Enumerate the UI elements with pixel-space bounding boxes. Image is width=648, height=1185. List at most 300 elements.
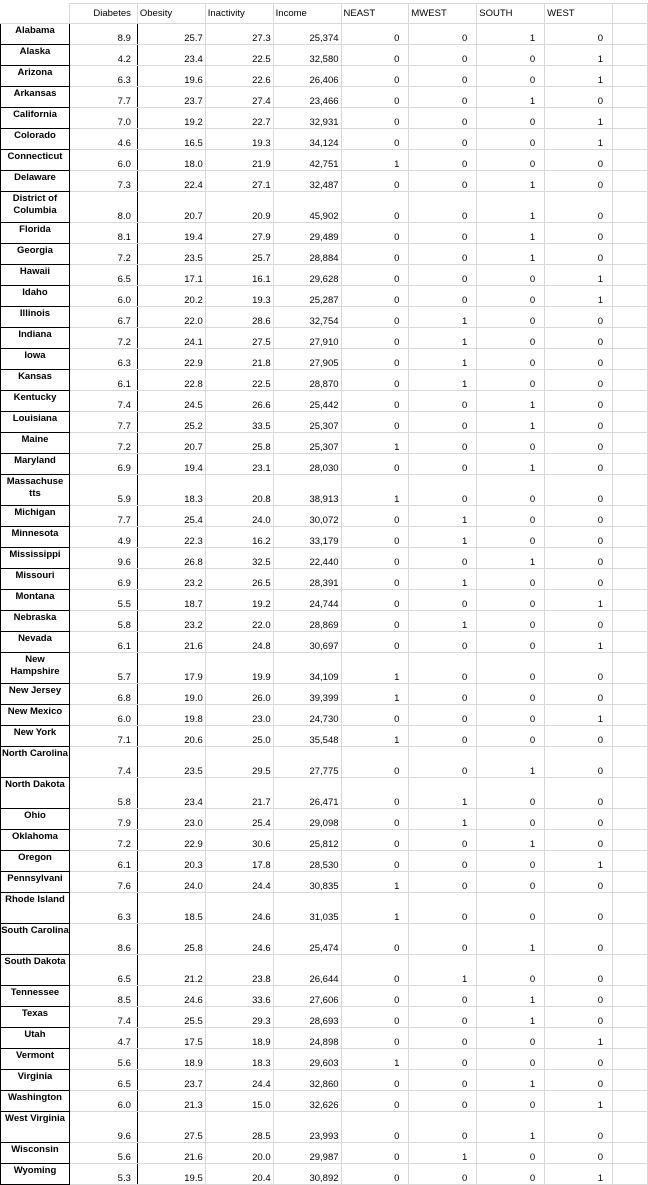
diabetes-cell[interactable]: 7.2 — [69, 433, 137, 454]
neast-cell[interactable]: 1 — [341, 684, 409, 705]
diabetes-cell[interactable]: 5.8 — [69, 611, 137, 632]
neast-cell[interactable]: 0 — [341, 632, 409, 653]
neast-cell[interactable]: 0 — [341, 244, 409, 265]
diabetes-cell[interactable]: 8.9 — [69, 24, 137, 45]
diabetes-cell[interactable]: 7.4 — [69, 391, 137, 412]
income-cell[interactable]: 24,744 — [273, 590, 341, 611]
obesity-cell[interactable]: 17.1 — [137, 265, 205, 286]
income-cell[interactable]: 22,440 — [273, 548, 341, 569]
obesity-cell[interactable]: 18.0 — [137, 150, 205, 171]
west-cell[interactable]: 0 — [545, 527, 613, 548]
neast-cell[interactable]: 0 — [341, 1007, 409, 1028]
inactivity-cell[interactable]: 18.3 — [205, 1049, 273, 1070]
mwest-cell[interactable]: 0 — [409, 548, 477, 569]
state-cell[interactable]: Indiana — [1, 328, 70, 349]
south-cell[interactable]: 0 — [477, 66, 545, 87]
mwest-cell[interactable]: 0 — [409, 632, 477, 653]
diabetes-cell[interactable]: 7.7 — [69, 87, 137, 108]
west-cell[interactable]: 0 — [545, 391, 613, 412]
mwest-cell[interactable]: 0 — [409, 286, 477, 307]
state-cell[interactable]: New Jersey — [1, 684, 70, 705]
west-cell[interactable]: 0 — [545, 24, 613, 45]
south-cell[interactable]: 1 — [477, 986, 545, 1007]
mwest-cell[interactable]: 1 — [409, 778, 477, 809]
west-cell[interactable]: 1 — [545, 265, 613, 286]
empty-cell[interactable] — [613, 307, 648, 328]
inactivity-cell[interactable]: 27.4 — [205, 87, 273, 108]
empty-cell[interactable] — [613, 1091, 648, 1112]
header-cell[interactable]: NEAST — [341, 4, 409, 24]
inactivity-cell[interactable]: 22.0 — [205, 611, 273, 632]
mwest-cell[interactable]: 1 — [409, 370, 477, 391]
inactivity-cell[interactable]: 19.3 — [205, 286, 273, 307]
neast-cell[interactable]: 0 — [341, 108, 409, 129]
obesity-cell[interactable]: 19.4 — [137, 223, 205, 244]
neast-cell[interactable]: 0 — [341, 527, 409, 548]
west-cell[interactable]: 0 — [545, 548, 613, 569]
state-cell[interactable]: Rhode Island — [1, 893, 70, 924]
header-cell[interactable]: MWEST — [409, 4, 477, 24]
obesity-cell[interactable]: 24.0 — [137, 872, 205, 893]
obesity-cell[interactable]: 23.4 — [137, 778, 205, 809]
obesity-cell[interactable]: 17.9 — [137, 653, 205, 684]
inactivity-cell[interactable]: 15.0 — [205, 1091, 273, 1112]
neast-cell[interactable]: 0 — [341, 809, 409, 830]
neast-cell[interactable]: 0 — [341, 1028, 409, 1049]
income-cell[interactable]: 23,993 — [273, 1112, 341, 1143]
west-cell[interactable]: 0 — [545, 223, 613, 244]
obesity-cell[interactable]: 23.0 — [137, 809, 205, 830]
south-cell[interactable]: 0 — [477, 872, 545, 893]
mwest-cell[interactable]: 1 — [409, 506, 477, 527]
south-cell[interactable]: 1 — [477, 1007, 545, 1028]
neast-cell[interactable]: 1 — [341, 433, 409, 454]
west-cell[interactable]: 0 — [545, 349, 613, 370]
diabetes-cell[interactable]: 6.5 — [69, 265, 137, 286]
south-cell[interactable]: 1 — [477, 924, 545, 955]
state-cell[interactable]: West Virginia — [1, 1112, 70, 1143]
inactivity-cell[interactable]: 25.4 — [205, 809, 273, 830]
empty-cell[interactable] — [613, 244, 648, 265]
mwest-cell[interactable]: 1 — [409, 527, 477, 548]
empty-cell[interactable] — [613, 611, 648, 632]
mwest-cell[interactable]: 0 — [409, 747, 477, 778]
west-cell[interactable]: 1 — [545, 286, 613, 307]
west-cell[interactable]: 0 — [545, 1049, 613, 1070]
empty-cell[interactable] — [613, 24, 648, 45]
empty-cell[interactable] — [613, 705, 648, 726]
west-cell[interactable]: 0 — [545, 1112, 613, 1143]
state-cell[interactable]: Ohio — [1, 809, 70, 830]
income-cell[interactable]: 32,931 — [273, 108, 341, 129]
income-cell[interactable]: 34,124 — [273, 129, 341, 150]
income-cell[interactable]: 24,898 — [273, 1028, 341, 1049]
west-cell[interactable]: 0 — [545, 412, 613, 433]
state-cell[interactable]: Utah — [1, 1028, 70, 1049]
state-cell[interactable]: Nevada — [1, 632, 70, 653]
neast-cell[interactable]: 0 — [341, 286, 409, 307]
south-cell[interactable]: 0 — [477, 726, 545, 747]
inactivity-cell[interactable]: 22.5 — [205, 45, 273, 66]
mwest-cell[interactable]: 0 — [409, 684, 477, 705]
obesity-cell[interactable]: 24.1 — [137, 328, 205, 349]
west-cell[interactable]: 0 — [545, 653, 613, 684]
income-cell[interactable]: 30,892 — [273, 1164, 341, 1185]
empty-cell[interactable] — [613, 747, 648, 778]
south-cell[interactable]: 0 — [477, 590, 545, 611]
state-cell[interactable]: Missouri — [1, 569, 70, 590]
diabetes-cell[interactable]: 7.4 — [69, 1007, 137, 1028]
state-cell[interactable]: Connecticut — [1, 150, 70, 171]
neast-cell[interactable]: 0 — [341, 328, 409, 349]
obesity-cell[interactable]: 20.7 — [137, 433, 205, 454]
income-cell[interactable]: 29,489 — [273, 223, 341, 244]
state-cell[interactable]: Arkansas — [1, 87, 70, 108]
diabetes-cell[interactable]: 4.9 — [69, 527, 137, 548]
income-cell[interactable]: 25,474 — [273, 924, 341, 955]
obesity-cell[interactable]: 23.5 — [137, 747, 205, 778]
income-cell[interactable]: 32,626 — [273, 1091, 341, 1112]
state-cell[interactable]: Washington — [1, 1091, 70, 1112]
neast-cell[interactable]: 0 — [341, 265, 409, 286]
empty-cell[interactable] — [613, 108, 648, 129]
obesity-cell[interactable]: 19.8 — [137, 705, 205, 726]
west-cell[interactable]: 0 — [545, 475, 613, 506]
state-cell[interactable]: Oklahoma — [1, 830, 70, 851]
obesity-cell[interactable]: 19.0 — [137, 684, 205, 705]
west-cell[interactable]: 1 — [545, 851, 613, 872]
west-cell[interactable]: 0 — [545, 569, 613, 590]
state-cell[interactable]: Georgia — [1, 244, 70, 265]
empty-cell[interactable] — [613, 171, 648, 192]
mwest-cell[interactable]: 0 — [409, 705, 477, 726]
inactivity-cell[interactable]: 26.0 — [205, 684, 273, 705]
mwest-cell[interactable]: 0 — [409, 150, 477, 171]
west-cell[interactable]: 1 — [545, 1091, 613, 1112]
empty-cell[interactable] — [613, 1164, 648, 1185]
mwest-cell[interactable]: 0 — [409, 986, 477, 1007]
income-cell[interactable]: 26,644 — [273, 955, 341, 986]
income-cell[interactable]: 27,905 — [273, 349, 341, 370]
west-cell[interactable]: 0 — [545, 809, 613, 830]
obesity-cell[interactable]: 18.5 — [137, 893, 205, 924]
inactivity-cell[interactable]: 28.5 — [205, 1112, 273, 1143]
neast-cell[interactable]: 0 — [341, 454, 409, 475]
neast-cell[interactable]: 1 — [341, 1049, 409, 1070]
south-cell[interactable]: 0 — [477, 307, 545, 328]
diabetes-cell[interactable]: 6.8 — [69, 684, 137, 705]
west-cell[interactable]: 0 — [545, 986, 613, 1007]
diabetes-cell[interactable]: 7.2 — [69, 244, 137, 265]
neast-cell[interactable]: 0 — [341, 412, 409, 433]
diabetes-cell[interactable]: 8.6 — [69, 924, 137, 955]
diabetes-cell[interactable]: 7.7 — [69, 412, 137, 433]
obesity-cell[interactable]: 18.7 — [137, 590, 205, 611]
west-cell[interactable]: 0 — [545, 171, 613, 192]
empty-cell[interactable] — [613, 830, 648, 851]
neast-cell[interactable]: 0 — [341, 1091, 409, 1112]
south-cell[interactable]: 0 — [477, 809, 545, 830]
state-cell[interactable]: New Hampshire — [1, 653, 70, 684]
empty-cell[interactable] — [613, 1007, 648, 1028]
corner-cell[interactable] — [1, 4, 70, 24]
mwest-cell[interactable]: 0 — [409, 192, 477, 223]
state-cell[interactable]: District of Columbia — [1, 192, 70, 223]
empty-cell[interactable] — [613, 349, 648, 370]
west-cell[interactable]: 0 — [545, 955, 613, 986]
empty-cell[interactable] — [613, 726, 648, 747]
state-cell[interactable]: Colorado — [1, 129, 70, 150]
south-cell[interactable]: 0 — [477, 632, 545, 653]
south-cell[interactable]: 0 — [477, 569, 545, 590]
state-cell[interactable]: Virginia — [1, 1070, 70, 1091]
inactivity-cell[interactable]: 16.1 — [205, 265, 273, 286]
income-cell[interactable]: 25,812 — [273, 830, 341, 851]
diabetes-cell[interactable]: 9.6 — [69, 548, 137, 569]
state-cell[interactable]: Texas — [1, 1007, 70, 1028]
west-cell[interactable]: 0 — [545, 1070, 613, 1091]
diabetes-cell[interactable]: 7.2 — [69, 328, 137, 349]
west-cell[interactable]: 0 — [545, 830, 613, 851]
west-cell[interactable]: 0 — [545, 747, 613, 778]
neast-cell[interactable]: 0 — [341, 924, 409, 955]
empty-cell[interactable] — [613, 66, 648, 87]
diabetes-cell[interactable]: 8.5 — [69, 986, 137, 1007]
state-cell[interactable]: Mississippi — [1, 548, 70, 569]
empty-cell[interactable] — [613, 872, 648, 893]
obesity-cell[interactable]: 24.5 — [137, 391, 205, 412]
header-cell[interactable]: Obesity — [137, 4, 205, 24]
income-cell[interactable]: 33,179 — [273, 527, 341, 548]
mwest-cell[interactable]: 0 — [409, 590, 477, 611]
diabetes-cell[interactable]: 7.9 — [69, 809, 137, 830]
south-cell[interactable]: 0 — [477, 328, 545, 349]
neast-cell[interactable]: 0 — [341, 1112, 409, 1143]
west-cell[interactable]: 1 — [545, 1028, 613, 1049]
header-cell[interactable]: WEST — [545, 4, 613, 24]
state-cell[interactable]: Michigan — [1, 506, 70, 527]
diabetes-cell[interactable]: 6.3 — [69, 66, 137, 87]
diabetes-cell[interactable]: 6.5 — [69, 1070, 137, 1091]
empty-cell[interactable] — [613, 4, 648, 24]
neast-cell[interactable]: 1 — [341, 475, 409, 506]
inactivity-cell[interactable]: 20.9 — [205, 192, 273, 223]
empty-cell[interactable] — [613, 433, 648, 454]
state-cell[interactable]: New York — [1, 726, 70, 747]
neast-cell[interactable]: 0 — [341, 391, 409, 412]
obesity-cell[interactable]: 23.5 — [137, 244, 205, 265]
diabetes-cell[interactable]: 6.1 — [69, 632, 137, 653]
state-cell[interactable]: Wyoming — [1, 1164, 70, 1185]
mwest-cell[interactable]: 1 — [409, 611, 477, 632]
mwest-cell[interactable]: 0 — [409, 433, 477, 454]
obesity-cell[interactable]: 27.5 — [137, 1112, 205, 1143]
state-cell[interactable]: Hawaii — [1, 265, 70, 286]
diabetes-cell[interactable]: 8.0 — [69, 192, 137, 223]
empty-cell[interactable] — [613, 286, 648, 307]
west-cell[interactable]: 0 — [545, 924, 613, 955]
inactivity-cell[interactable]: 25.8 — [205, 433, 273, 454]
diabetes-cell[interactable]: 7.7 — [69, 506, 137, 527]
diabetes-cell[interactable]: 7.1 — [69, 726, 137, 747]
income-cell[interactable]: 26,406 — [273, 66, 341, 87]
empty-cell[interactable] — [613, 150, 648, 171]
empty-cell[interactable] — [613, 809, 648, 830]
inactivity-cell[interactable]: 21.7 — [205, 778, 273, 809]
inactivity-cell[interactable]: 27.5 — [205, 328, 273, 349]
income-cell[interactable]: 26,471 — [273, 778, 341, 809]
empty-cell[interactable] — [613, 955, 648, 986]
state-cell[interactable]: Florida — [1, 223, 70, 244]
south-cell[interactable]: 1 — [477, 87, 545, 108]
west-cell[interactable]: 0 — [545, 872, 613, 893]
obesity-cell[interactable]: 21.3 — [137, 1091, 205, 1112]
south-cell[interactable]: 0 — [477, 1049, 545, 1070]
south-cell[interactable]: 0 — [477, 611, 545, 632]
diabetes-cell[interactable]: 5.7 — [69, 653, 137, 684]
mwest-cell[interactable]: 0 — [409, 171, 477, 192]
income-cell[interactable]: 29,987 — [273, 1143, 341, 1164]
income-cell[interactable]: 30,697 — [273, 632, 341, 653]
diabetes-cell[interactable]: 6.1 — [69, 851, 137, 872]
mwest-cell[interactable]: 0 — [409, 265, 477, 286]
obesity-cell[interactable]: 22.9 — [137, 830, 205, 851]
empty-cell[interactable] — [613, 527, 648, 548]
income-cell[interactable]: 32,860 — [273, 1070, 341, 1091]
neast-cell[interactable]: 0 — [341, 66, 409, 87]
income-cell[interactable]: 25,307 — [273, 412, 341, 433]
neast-cell[interactable]: 1 — [341, 150, 409, 171]
income-cell[interactable]: 28,869 — [273, 611, 341, 632]
income-cell[interactable]: 25,442 — [273, 391, 341, 412]
mwest-cell[interactable]: 0 — [409, 391, 477, 412]
inactivity-cell[interactable]: 22.6 — [205, 66, 273, 87]
neast-cell[interactable]: 0 — [341, 506, 409, 527]
mwest-cell[interactable]: 0 — [409, 108, 477, 129]
obesity-cell[interactable]: 23.2 — [137, 611, 205, 632]
neast-cell[interactable]: 0 — [341, 1164, 409, 1185]
empty-cell[interactable] — [613, 192, 648, 223]
west-cell[interactable]: 0 — [545, 192, 613, 223]
mwest-cell[interactable]: 0 — [409, 87, 477, 108]
state-cell[interactable]: Pennsylvani — [1, 872, 70, 893]
south-cell[interactable]: 0 — [477, 370, 545, 391]
empty-cell[interactable] — [613, 129, 648, 150]
mwest-cell[interactable]: 0 — [409, 726, 477, 747]
obesity-cell[interactable]: 22.4 — [137, 171, 205, 192]
empty-cell[interactable] — [613, 569, 648, 590]
west-cell[interactable]: 1 — [545, 45, 613, 66]
neast-cell[interactable]: 0 — [341, 45, 409, 66]
south-cell[interactable]: 0 — [477, 129, 545, 150]
west-cell[interactable]: 1 — [545, 129, 613, 150]
inactivity-cell[interactable]: 16.2 — [205, 527, 273, 548]
south-cell[interactable]: 1 — [477, 1070, 545, 1091]
diabetes-cell[interactable]: 5.5 — [69, 590, 137, 611]
west-cell[interactable]: 0 — [545, 87, 613, 108]
west-cell[interactable]: 0 — [545, 1007, 613, 1028]
obesity-cell[interactable]: 19.6 — [137, 66, 205, 87]
south-cell[interactable]: 1 — [477, 1112, 545, 1143]
west-cell[interactable]: 0 — [545, 307, 613, 328]
obesity-cell[interactable]: 19.4 — [137, 454, 205, 475]
diabetes-cell[interactable]: 4.2 — [69, 45, 137, 66]
south-cell[interactable]: 0 — [477, 475, 545, 506]
obesity-cell[interactable]: 20.6 — [137, 726, 205, 747]
mwest-cell[interactable]: 0 — [409, 24, 477, 45]
west-cell[interactable]: 1 — [545, 590, 613, 611]
empty-cell[interactable] — [613, 1112, 648, 1143]
south-cell[interactable]: 1 — [477, 192, 545, 223]
inactivity-cell[interactable]: 24.4 — [205, 1070, 273, 1091]
neast-cell[interactable]: 0 — [341, 851, 409, 872]
inactivity-cell[interactable]: 27.9 — [205, 223, 273, 244]
empty-cell[interactable] — [613, 778, 648, 809]
mwest-cell[interactable]: 0 — [409, 1049, 477, 1070]
inactivity-cell[interactable]: 21.8 — [205, 349, 273, 370]
state-cell[interactable]: Kentucky — [1, 391, 70, 412]
income-cell[interactable]: 29,628 — [273, 265, 341, 286]
empty-cell[interactable] — [613, 475, 648, 506]
south-cell[interactable]: 0 — [477, 45, 545, 66]
diabetes-cell[interactable]: 7.4 — [69, 747, 137, 778]
inactivity-cell[interactable]: 19.3 — [205, 129, 273, 150]
south-cell[interactable]: 0 — [477, 150, 545, 171]
empty-cell[interactable] — [613, 328, 648, 349]
inactivity-cell[interactable]: 19.9 — [205, 653, 273, 684]
west-cell[interactable]: 0 — [545, 454, 613, 475]
mwest-cell[interactable]: 0 — [409, 454, 477, 475]
diabetes-cell[interactable]: 5.9 — [69, 475, 137, 506]
south-cell[interactable]: 0 — [477, 286, 545, 307]
mwest-cell[interactable]: 0 — [409, 924, 477, 955]
income-cell[interactable]: 28,530 — [273, 851, 341, 872]
empty-cell[interactable] — [613, 412, 648, 433]
south-cell[interactable]: 0 — [477, 893, 545, 924]
state-cell[interactable]: Maine — [1, 433, 70, 454]
diabetes-cell[interactable]: 6.5 — [69, 955, 137, 986]
empty-cell[interactable] — [613, 590, 648, 611]
diabetes-cell[interactable]: 5.6 — [69, 1143, 137, 1164]
inactivity-cell[interactable]: 23.0 — [205, 705, 273, 726]
obesity-cell[interactable]: 25.2 — [137, 412, 205, 433]
neast-cell[interactable]: 0 — [341, 1143, 409, 1164]
diabetes-cell[interactable]: 5.8 — [69, 778, 137, 809]
empty-cell[interactable] — [613, 924, 648, 955]
south-cell[interactable]: 1 — [477, 391, 545, 412]
neast-cell[interactable]: 0 — [341, 955, 409, 986]
obesity-cell[interactable]: 17.5 — [137, 1028, 205, 1049]
south-cell[interactable]: 0 — [477, 265, 545, 286]
income-cell[interactable]: 30,835 — [273, 872, 341, 893]
income-cell[interactable]: 27,606 — [273, 986, 341, 1007]
south-cell[interactable]: 0 — [477, 1028, 545, 1049]
inactivity-cell[interactable]: 20.4 — [205, 1164, 273, 1185]
neast-cell[interactable]: 0 — [341, 87, 409, 108]
south-cell[interactable]: 1 — [477, 24, 545, 45]
diabetes-cell[interactable]: 6.0 — [69, 286, 137, 307]
inactivity-cell[interactable]: 22.5 — [205, 370, 273, 391]
south-cell[interactable]: 0 — [477, 349, 545, 370]
income-cell[interactable]: 42,751 — [273, 150, 341, 171]
inactivity-cell[interactable]: 33.5 — [205, 412, 273, 433]
empty-cell[interactable] — [613, 548, 648, 569]
state-cell[interactable]: Alaska — [1, 45, 70, 66]
west-cell[interactable]: 0 — [545, 433, 613, 454]
mwest-cell[interactable]: 0 — [409, 1112, 477, 1143]
income-cell[interactable]: 31,035 — [273, 893, 341, 924]
obesity-cell[interactable]: 20.2 — [137, 286, 205, 307]
